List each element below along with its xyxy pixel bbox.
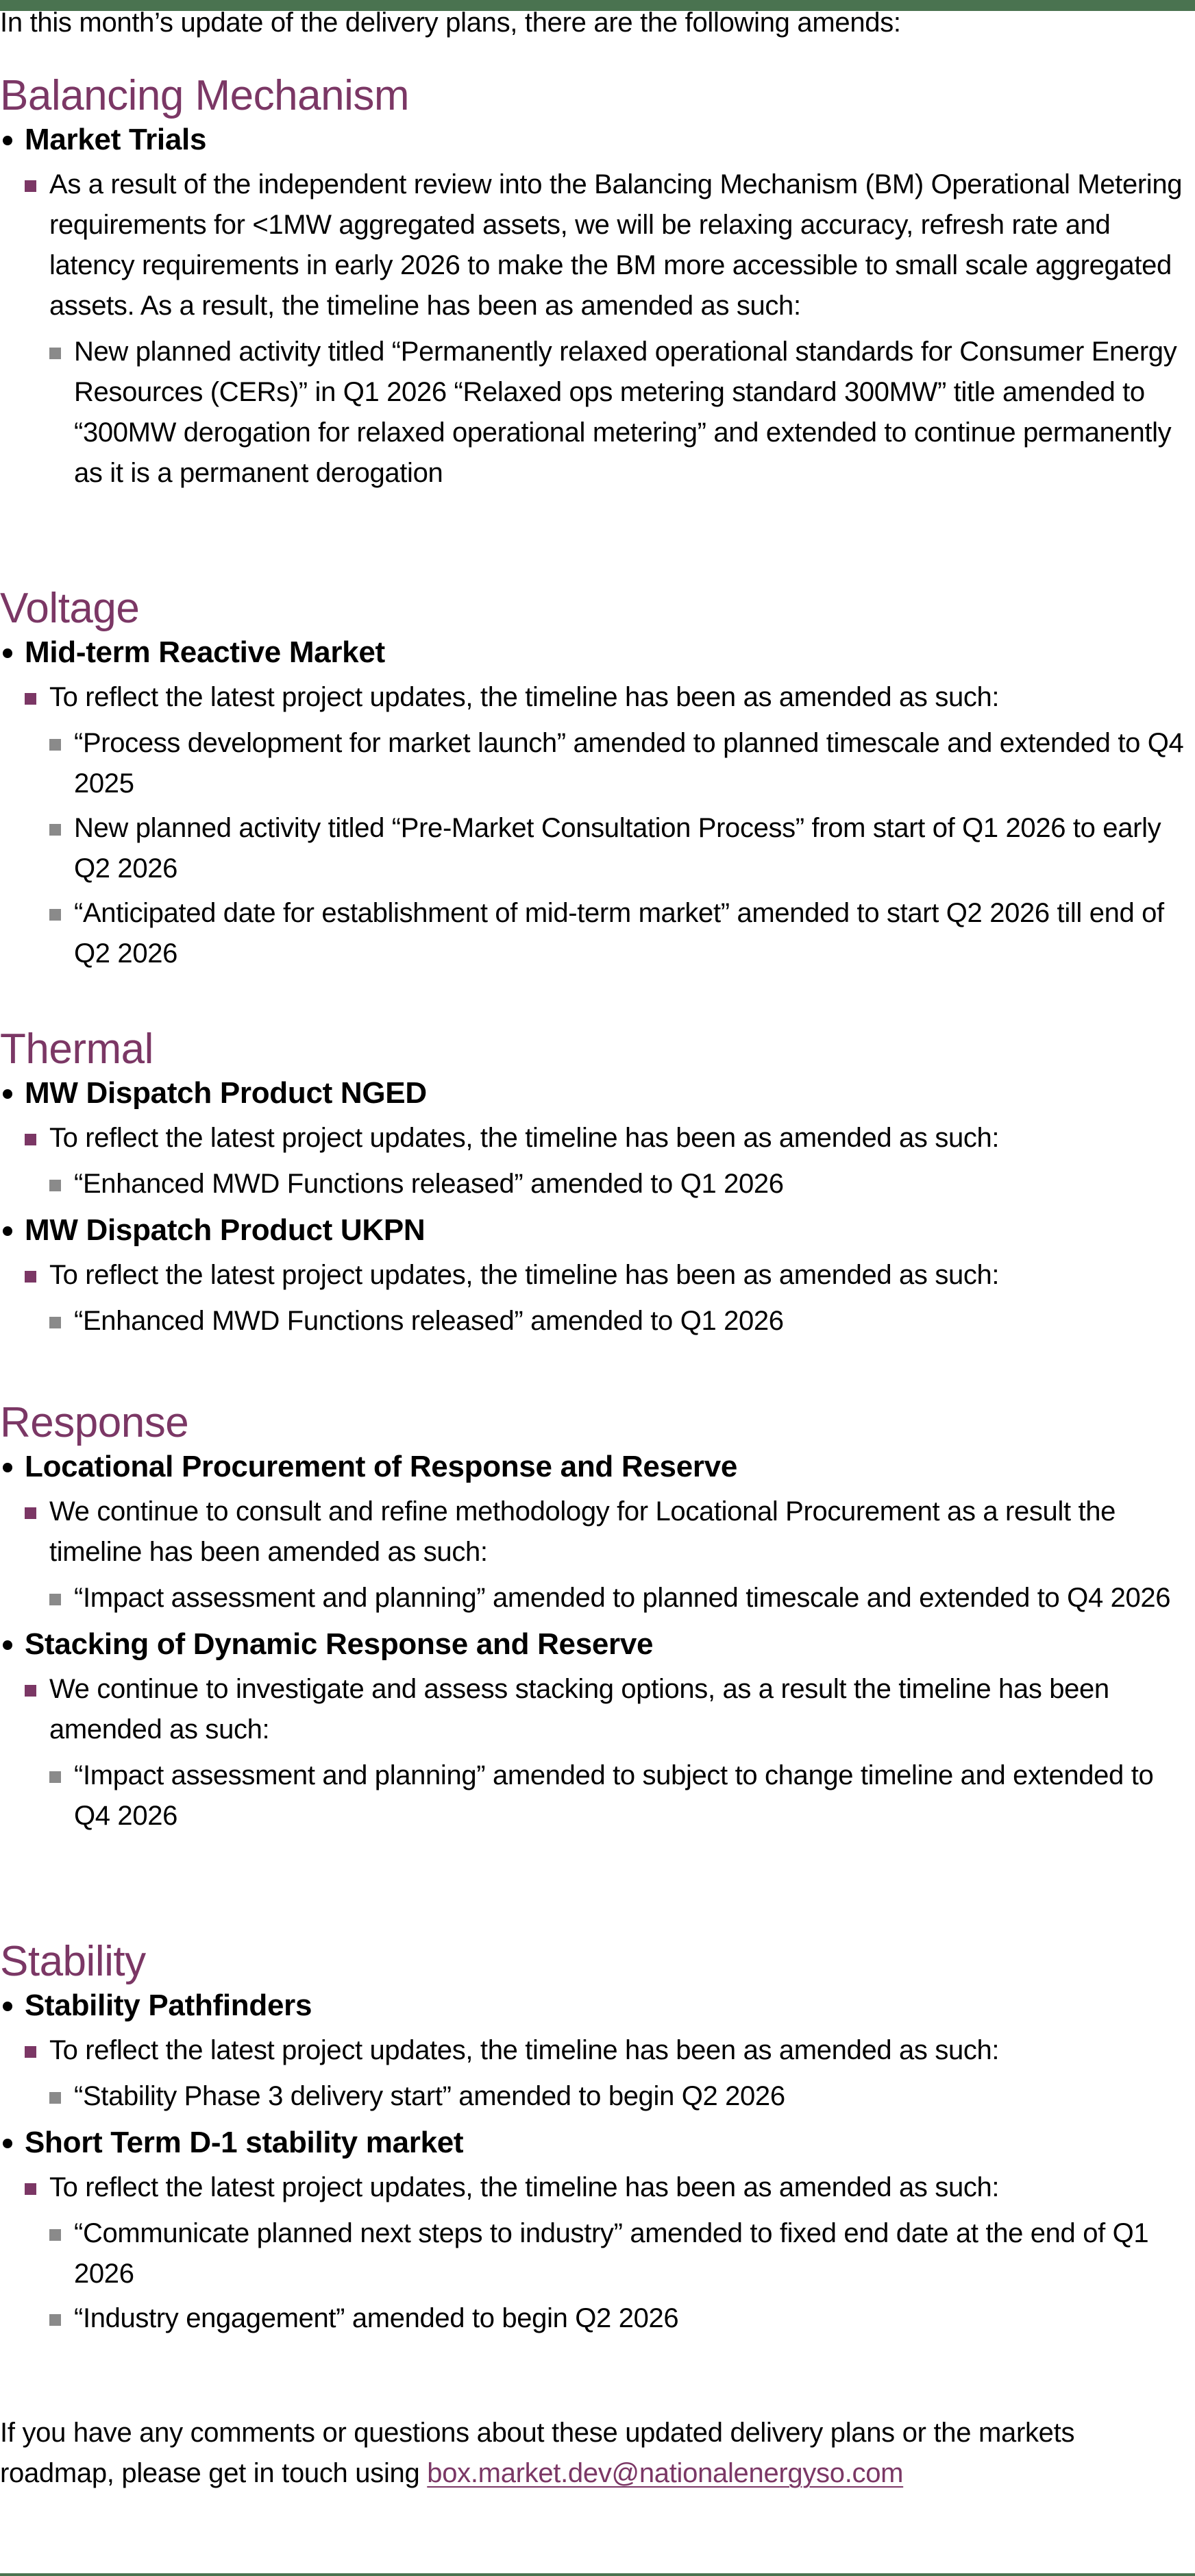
square-bullet-icon [49, 2229, 61, 2241]
item-locational-procurement [0, 1446, 1195, 1618]
level2-bullet: New planned activity titled “Pre-Market Consultation Process” from start of Q1 2026 to early Q2 2026 [0, 808, 1195, 889]
square-bullet-icon [25, 2046, 36, 2058]
level1-bullet: To reflect the latest project updates, the timeline has been as amended as such: [0, 1118, 1195, 1158]
level2-bullet: “Impact assessment and planning” amended to planned timescale and extended to Q4 2026 [0, 1578, 1195, 1618]
item-short-term-d1-stability [0, 2122, 1195, 2339]
item-market-trials [0, 119, 1195, 494]
level1-bullet: To reflect the latest project updates, the timeline has been as amended as such: [0, 677, 1195, 718]
square-bullet-icon [49, 909, 61, 921]
square-bullet-icon [25, 180, 36, 192]
level1-bullet: To reflect the latest project updates, the timeline has been as amended as such: [0, 1255, 1195, 1296]
level2-bullet: “Process development for market launch” amended to planned timescale and extended to Q4 2025 [0, 723, 1195, 804]
item-heading: Mid-term Reactive Market [0, 632, 1195, 673]
section-heading: Balancing Mechanism [0, 72, 410, 119]
square-bullet-icon [25, 1134, 36, 1145]
item-heading: MW Dispatch Product NGED [0, 1073, 1195, 1114]
square-bullet-icon [25, 1685, 36, 1697]
bottom-accent-bar [0, 2573, 1195, 2576]
item-mw-dispatch-ukpn [0, 1210, 1195, 1341]
square-bullet-icon [49, 1771, 61, 1783]
item-heading: Short Term D-1 stability market [0, 2122, 1195, 2163]
square-bullet-icon [25, 1507, 36, 1519]
square-bullet-icon [49, 1180, 61, 1191]
square-bullet-icon [49, 739, 61, 751]
item-stability-pathfinders [0, 1985, 1195, 2117]
bullet-dot-icon [3, 648, 12, 658]
bullet-dot-icon [3, 1089, 12, 1099]
closing-paragraph [0, 2413, 1195, 2494]
bullet-dot-icon [3, 2002, 12, 2011]
bullet-dot-icon [3, 1226, 12, 1236]
square-bullet-icon [25, 1271, 36, 1283]
bullet-dot-icon [3, 136, 12, 145]
square-bullet-icon [49, 1317, 61, 1328]
section-voltage [0, 581, 1195, 974]
section-heading: Response [0, 1399, 189, 1446]
level2-bullet: New planned activity titled “Permanently relaxed operational standards for Consumer Energy Resources (CERs)” in Q1 2026 “Relaxed ops metering standard 300MW” title amended to “300MW derogation for relaxed operational metering” and extended to continue permanently as it is a permanent derogation [0, 332, 1195, 494]
section-heading: Thermal [0, 1025, 153, 1073]
square-bullet-icon [49, 348, 61, 359]
bullet-dot-icon [3, 1463, 12, 1472]
item-stacking-dynamic-response [0, 1624, 1195, 1836]
section-heading: Stability [0, 1938, 146, 1985]
level2-bullet: “Impact assessment and planning” amended to subject to change timeline and extended to Q4 2026 [0, 1755, 1195, 1836]
section-balancing-mechanism [0, 69, 1195, 494]
bullet-dot-icon [3, 2139, 12, 2148]
item-heading: Stability Pathfinders [0, 1985, 1195, 2026]
item-mw-dispatch-nged [0, 1073, 1195, 1204]
section-heading: Voltage [0, 585, 140, 632]
square-bullet-icon [49, 824, 61, 836]
closing-text: If you have any comments or questions about these updated delivery plans or the markets roadmap, please get in touch using [0, 2418, 1075, 2488]
level2-bullet: “Communicate planned next steps to industry” amended to fixed end date at the end of Q1 2026 [0, 2213, 1195, 2294]
intro-text: In this month’s update of the delivery plans, there are the following amends: [0, 8, 901, 38]
item-mid-term-reactive-market [0, 632, 1195, 974]
item-heading: Locational Procurement of Response and Reserve [0, 1446, 1195, 1487]
section-thermal [0, 1022, 1195, 1341]
item-heading: MW Dispatch Product UKPN [0, 1210, 1195, 1251]
item-heading: Market Trials [0, 119, 1195, 160]
square-bullet-icon [25, 693, 36, 705]
square-bullet-icon [49, 1594, 61, 1605]
level1-bullet: As a result of the independent review into the Balancing Mechanism (BM) Operational Metering requirements for <1MW aggregated assets, we will be relaxing accuracy, refresh rate and latency requirements in early 2026 to make the BM more accessible to small scale aggregated assets. As a result, the timeline has been as amended as such: [0, 165, 1195, 326]
level2-bullet: “Enhanced MWD Functions released” amended to Q1 2026 [0, 1164, 1195, 1204]
square-bullet-icon [25, 2183, 36, 2195]
bullet-dot-icon [3, 1640, 12, 1650]
level2-bullet: “Industry engagement” amended to begin Q2 2026 [0, 2298, 1195, 2339]
square-bullet-icon [49, 2314, 61, 2326]
level2-bullet: “Enhanced MWD Functions released” amended to Q1 2026 [0, 1301, 1195, 1341]
level1-bullet: To reflect the latest project updates, the timeline has been as amended as such: [0, 2030, 1195, 2071]
square-bullet-icon [49, 2092, 61, 2104]
section-response [0, 1396, 1195, 1836]
level1-bullet: To reflect the latest project updates, the timeline has been as amended as such: [0, 2167, 1195, 2208]
level1-bullet: We continue to investigate and assess stacking options, as a result the timeline has been amended as such: [0, 1669, 1195, 1750]
item-heading: Stacking of Dynamic Response and Reserve [0, 1624, 1195, 1665]
contact-email-link[interactable]: box.market.dev@nationalenergyso.com [427, 2458, 904, 2488]
level2-bullet: “Stability Phase 3 delivery start” amended to begin Q2 2026 [0, 2076, 1195, 2117]
section-stability [0, 1934, 1195, 2339]
level1-bullet: We continue to consult and refine methodology for Locational Procurement as a result the timeline has been amended as such: [0, 1492, 1195, 1572]
level2-bullet: “Anticipated date for establishment of mid-term market” amended to start Q2 2026 till end of Q2 2026 [0, 893, 1195, 974]
